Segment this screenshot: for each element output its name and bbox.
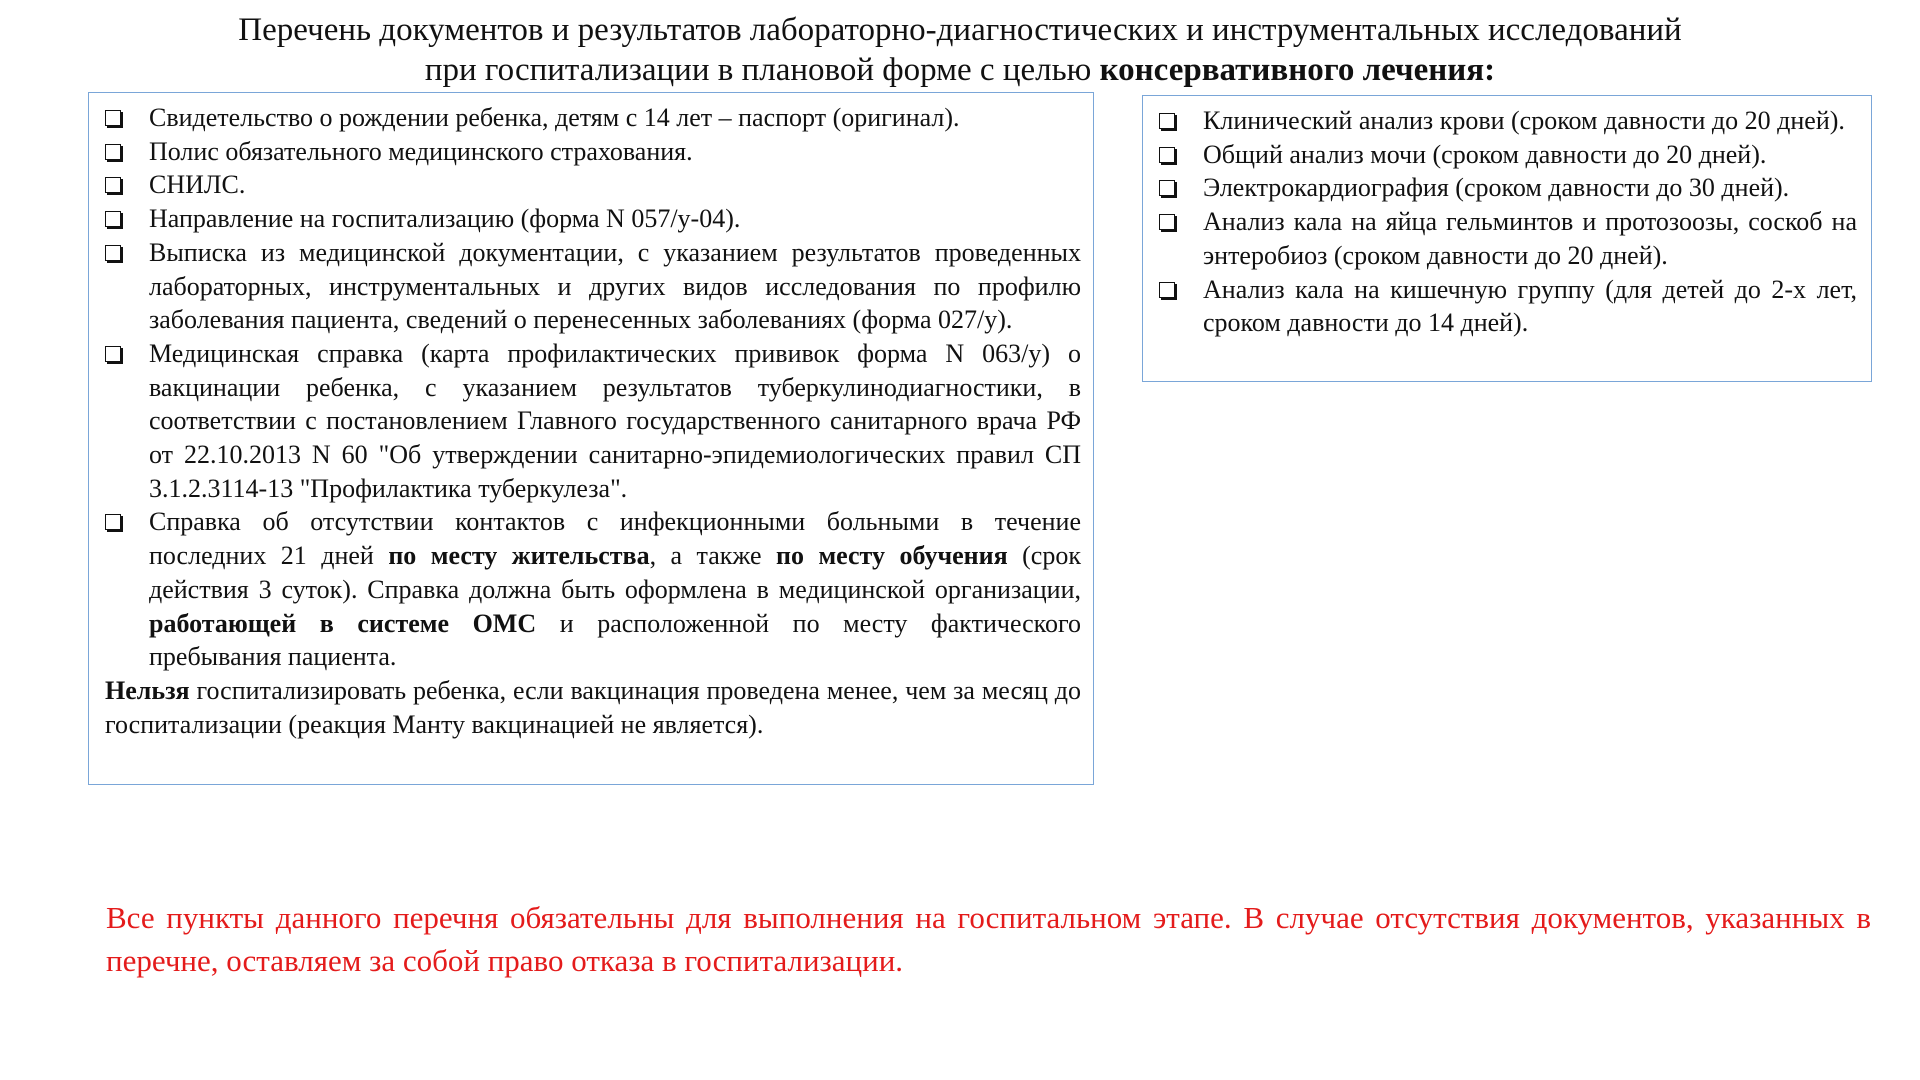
list-item-text: Свидетельство о рождении ребенка, детям с 14 лет – паспорт (оригинал).	[149, 103, 960, 132]
list-item-text: Общий анализ мочи (сроком давности до 20 дней).	[1203, 139, 1767, 169]
checkbox-icon	[105, 211, 121, 227]
tests-list	[1159, 104, 1857, 340]
tests-box	[1142, 95, 1872, 382]
checkbox-icon	[105, 110, 121, 126]
warning-text: Все пункты данного перечня обязательны для выполнения на госпитальном этапе. В случае отсутствия документов, указанных в перечне, оставляем за собой право отказа в госпитализации.	[106, 900, 1871, 978]
list-item	[105, 135, 1081, 169]
list-item-text: Медицинская справка (карта профилактических прививок форма N 063/у) о вакцинации ребенка, с указанием результатов туберкулинодиагностики, в соответствии с постановлением Главного государственного санитарного врача РФ от 22.10.2013 N 60 "Об утверждении санитарно-эпидемиологических правил СП 3.1.2.3114-13 "Профилактика туберкулеза".	[149, 338, 1081, 503]
list-item	[1159, 273, 1857, 340]
text-segment: Справка об отсутствии контактов с инфекционными больными в течение последних 21 дней	[149, 507, 1081, 571]
list-item-text: Электрокардиография (сроком давности до 30 дней).	[1203, 173, 1790, 203]
checkbox-icon	[1159, 147, 1175, 163]
list-item-text: СНИЛС.	[149, 170, 246, 200]
list-item	[105, 337, 1081, 506]
list-item	[105, 168, 1081, 202]
list-item-text: Анализ кала на яйца гельминтов и протозоозы, соскоб на энтеробиоз (сроком давности до 20 дней).	[1203, 207, 1857, 270]
title-line-2-regular: при госпитализации в плановой форме с целью	[424, 52, 1100, 88]
list-item	[105, 236, 1081, 337]
list-item-text	[149, 507, 1081, 671]
list-item	[1159, 171, 1857, 205]
list-item-text: Полис обязательного медицинского страхования.	[149, 136, 693, 166]
checkbox-icon	[105, 177, 121, 193]
note-text: госпитализировать ребенка, если вакцинация проведена менее, чем за месяц до госпитализации (реакция Манту вакцинацией не является).	[105, 675, 1081, 739]
list-item-text: Анализ кала на кишечную группу (для детей до 2-х лет, сроком давности до 14 дней).	[1203, 274, 1857, 338]
title-line-2	[0, 50, 1920, 90]
list-item	[105, 505, 1081, 674]
list-item	[1159, 104, 1857, 138]
title-line-2-bold: консервативного лечения:	[1099, 52, 1496, 88]
list-item	[105, 101, 1081, 135]
list-item	[105, 202, 1081, 236]
emphasis-oms: работающей в системе ОМС	[149, 608, 537, 638]
text-segment: и расположенной по месту фактического пребывания пациента.	[149, 608, 1082, 672]
text-segment: (срок действия 3 суток). Справка должна быть оформлена в медицинской организации,	[149, 541, 1081, 604]
checkbox-icon	[1159, 214, 1175, 230]
checkbox-icon	[105, 514, 121, 530]
note-bold: Нельзя	[105, 675, 190, 705]
documents-box	[88, 92, 1094, 785]
checkbox-icon	[105, 144, 121, 160]
list-item-text: Выписка из медицинской документации, с указанием результатов проведенных лабораторных, инструментальных и других видов исследования по профилю заболевания пациента, сведений о перенесенных заболеваниях (форма 027/у).	[149, 237, 1081, 335]
emphasis-study: по месту обучения	[776, 541, 1008, 571]
checkbox-icon	[1159, 282, 1175, 298]
list-item	[1159, 205, 1857, 272]
title-line-1: Перечень документов и результатов лабораторно-диагностических и инструментальных исследований	[238, 12, 1682, 48]
emphasis-residence: по месту жительства	[388, 541, 650, 571]
text-segment: , а также	[649, 541, 777, 571]
checkbox-icon	[105, 245, 121, 261]
vaccination-note	[105, 674, 1081, 741]
checkbox-icon	[1159, 113, 1175, 129]
list-item-text: Клинический анализ крови (сроком давности до 20 дней).	[1203, 106, 1845, 135]
list-item-text: Направление на госпитализацию (форма N 057/у-04).	[149, 204, 741, 234]
checkbox-icon	[1159, 180, 1175, 196]
documents-list	[105, 101, 1081, 674]
page-title	[0, 10, 1920, 90]
list-item	[1159, 138, 1857, 172]
checkbox-icon	[105, 346, 121, 362]
